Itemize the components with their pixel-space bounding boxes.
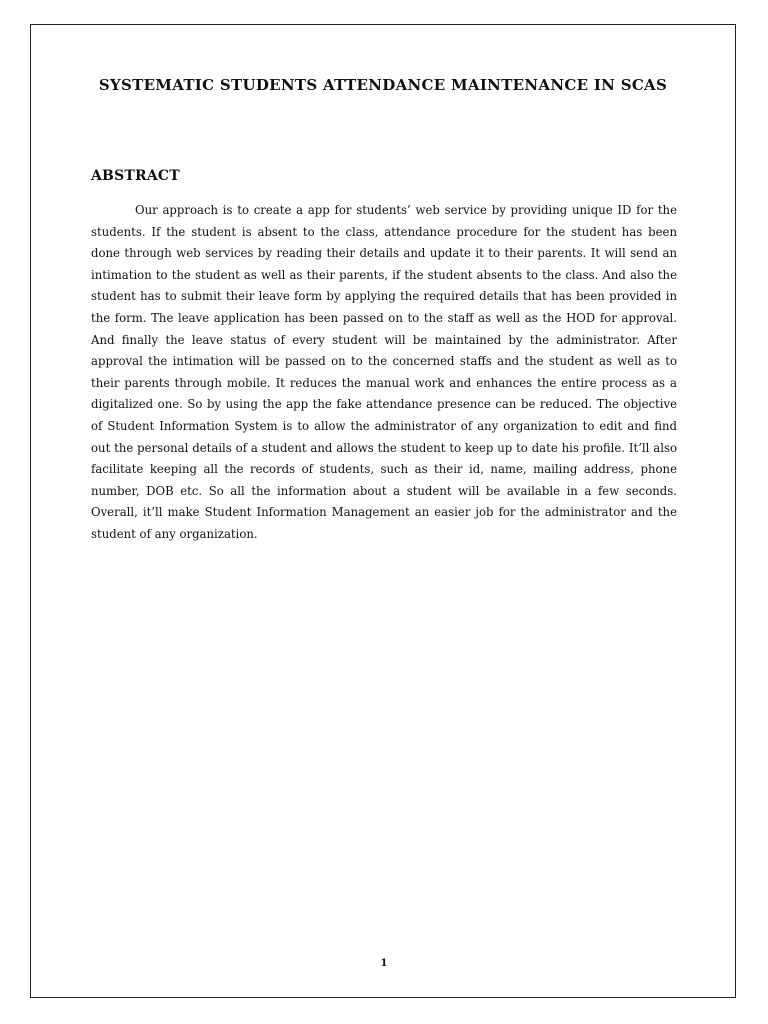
document-title: SYSTEMATIC STUDENTS ATTENDANCE MAINTENANCE IN SCAS: [98, 76, 668, 94]
page-number: 1: [380, 958, 388, 969]
abstract-paragraph: Our approach is to create a app for students’ web service by providing unique ID for the students. If the student is absent to the class, attendance procedure for the student has been done through web services by reading their details and update it to their parents. It will send an intimation to the student as well as their parents, if the student absents to the class. And also the student has to submit their leave form by applying the required details that has been provided in the form. The leave application has been passed on to the staff as well as the HOD for approval. And finally the leave status of every student will be maintained by the administrator. After approval the intimation will be passed on to the concerned staffs and the student as well as to their parents through mobile. It reduces the manual work and enhances the entire process as a digitalized one. So by using the app the fake attendance presence can be reduced. The objective of Student Information System is to allow the administrator of any organization to edit and find out the personal details of a student and allows the student to keep up to date his profile. It’ll also facilitate keeping all the records of students, such as their id, name, mailing address, phone number, DOB etc. So all the information about a student will be available in a few seconds. Overall, it’ll make Student Information Management an easier job for the administrator and the student of any organization.: [91, 203, 677, 541]
abstract-heading: ABSTRACT: [91, 168, 180, 184]
